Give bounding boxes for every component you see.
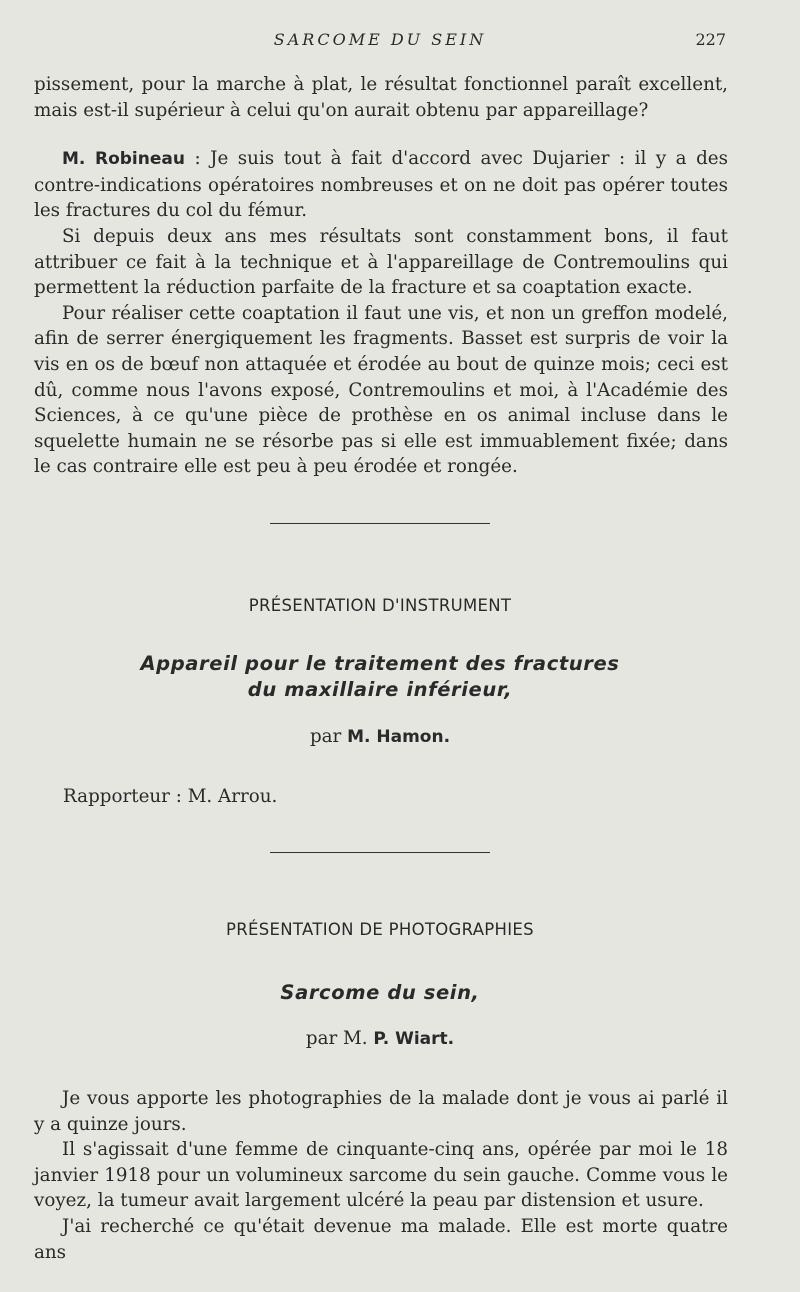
paragraph: Si depuis deux ans mes résultats sont constamment bons, il faut attribuer ce fait à la technique et à l'appareillage de Contremoulins qui permettent la réduction parfaite de la fracture et sa coaptation exacte. [34,225,728,299]
running-title: SARCOME DU SEIN [273,30,487,49]
page-header [34,30,726,54]
paragraph: Pour réaliser cette coaptation il faut une vis, et non un greffon modelé, afin de serrer énergiquement les fragments. Basset est surpris de voir la vis en os de bœuf non attaquée et érodée au bout de quinze mois; ceci est dû, comme nous l'avons exposé, Contremoulins et moi, à l'Académie des Sciences, à ce qu'une pièce de prothèse en os animal incluse dans le squelette humain ne se résorbe pas si elle est immuablement fixée; dans le cas contraire elle est peu à peu érodée et rongée. [34,302,728,478]
paragraph [34,146,728,224]
page-number: 227 [695,30,726,49]
title-line: du maxillaire inférieur, [247,678,513,701]
byline [34,1028,726,1049]
paragraph: J'ai recherché ce qu'était devenue ma malade. Elle est morte quatre ans [34,1215,728,1263]
paragraph: Je vous apporte les photographies de la malade dont je vous ai parlé il y a quinze jours. [34,1088,728,1135]
article-title: Sarcome du sein, [280,981,480,1004]
paragraph: pissement, pour la marche à plat, le résultat fonctionnel paraît excellent, mais est-il supérieur à celui qu'on aurait obtenu par appareillage? [34,74,728,121]
byline [34,726,726,747]
discussion-text [34,72,728,480]
section-divider [270,523,490,524]
section-divider [270,852,490,853]
section-heading: PRÉSENTATION D'INSTRUMENT [248,596,512,615]
article-title [34,651,726,703]
reporter-line: Rapporteur : M. Arrou. [63,786,278,807]
title-line: Appareil pour le traitement des fractures [140,652,620,675]
author-name: M. Hamon. [347,727,451,747]
byline-prefix: par M. [305,1028,374,1049]
paragraph: Il s'agissait d'une femme de cinquante-cinq ans, opérée par moi le 18 janvier 1918 pour un volumineux sarcome du sein gauche. Comme vous le voyez, la tumeur avait largement ulcéré la peau par distension et usure. [34,1139,728,1212]
byline-prefix: par [309,726,348,747]
speaker-name: M. Robineau [62,149,185,170]
photographs-text [34,1086,728,1265]
paragraph-text: : Je suis tout à fait d'accord avec Dujarier : il y a des contre-indications opératoires nombreuses et on ne doit pas opérer toutes les fractures du col du fémur. [34,148,728,222]
section-heading: PRÉSENTATION DE PHOTOGRAPHIES [226,920,534,939]
author-name: P. Wiart. [373,1029,455,1049]
